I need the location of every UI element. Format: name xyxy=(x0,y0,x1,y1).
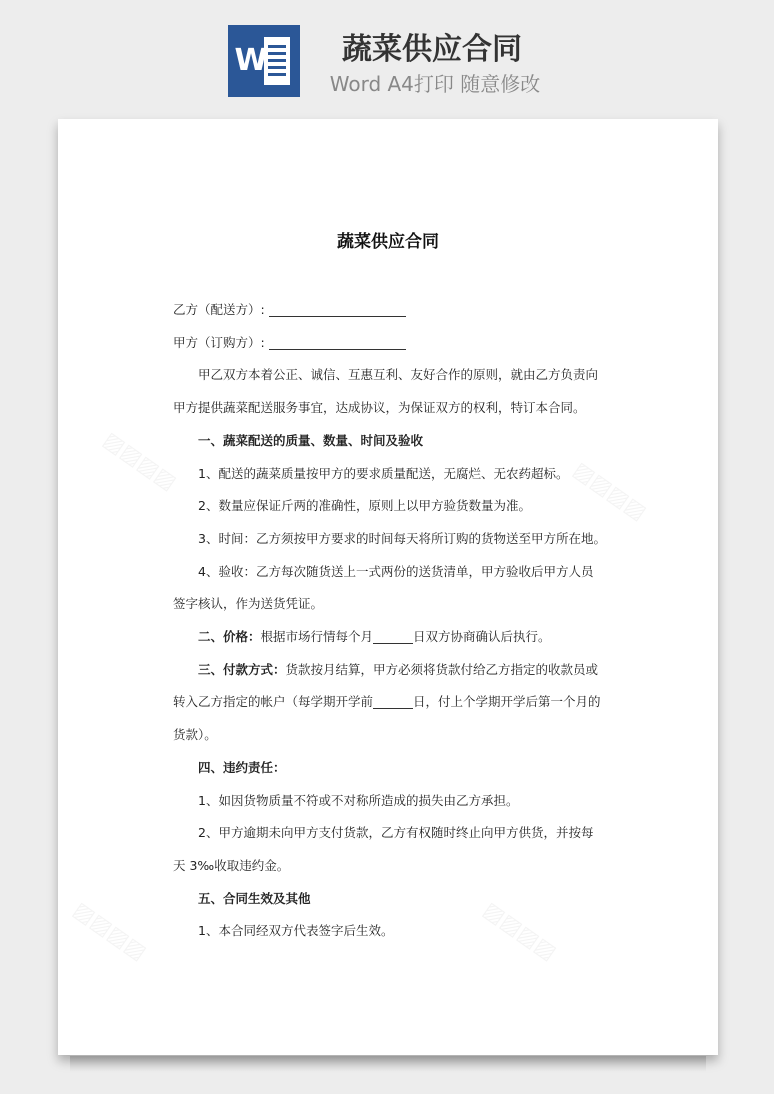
page-title: 蔬菜供应合同 xyxy=(342,32,522,67)
party-a-blank[interactable] xyxy=(269,335,406,350)
section4-heading: 四、违约责任： xyxy=(198,759,286,775)
document-page xyxy=(58,119,718,1055)
section3-line2-a: 转入乙方指定的帐户（每学期开学前 xyxy=(173,694,374,710)
party-b-line xyxy=(173,294,603,327)
s4-item1: 1、如因货物质量不符或不对称所造成的损失由乙方承担。 xyxy=(198,792,519,808)
watermark xyxy=(98,427,180,495)
watermark xyxy=(68,897,150,965)
word-icon-letter: W xyxy=(234,43,268,78)
section2-day-blank[interactable] xyxy=(373,629,413,644)
s1-item1: 1、配送的蔬菜质量按甲方的要求质量配送，无腐烂、无农药超标。 xyxy=(198,465,569,481)
section2-line xyxy=(173,621,603,654)
page-shadow xyxy=(70,1056,706,1072)
s1-item4-cont: 签字核认，作为送货凭证。 xyxy=(173,596,324,612)
party-b-label: 乙方（配送方）: xyxy=(173,302,265,317)
section3-day-blank[interactable] xyxy=(373,694,413,709)
section3-line2 xyxy=(173,686,603,719)
word-document-icon xyxy=(228,25,300,97)
section2-label: 二、价格： xyxy=(198,629,261,645)
intro-line: 甲乙双方本着公正、诚信、互惠互利、友好合作的原则，就由乙方负责向 xyxy=(198,367,599,383)
section5-heading: 五、合同生效及其他 xyxy=(198,890,311,906)
section3-label: 三、付款方式： xyxy=(198,661,286,677)
s5-item1: 1、本合同经双方代表签字后生效。 xyxy=(198,923,394,939)
s4-item2-cont: 天 3‰收取违约金。 xyxy=(173,857,290,873)
party-a-label: 甲方（订购方）: xyxy=(173,334,265,350)
s1-item4: 4、验收：乙方每次随货送上一式两份的送货清单，甲方验收后甲方人员 xyxy=(198,563,594,579)
document-title: 蔬菜供应合同 xyxy=(337,232,439,252)
page-subtitle: Word A4打印 随意修改 xyxy=(329,72,541,96)
party-a-line xyxy=(173,327,603,360)
section3-line3: 货款）。 xyxy=(173,727,217,743)
section3-line2-b: 日，付上个学期开学后第一个月的 xyxy=(413,694,601,710)
s1-item3: 3、时间：乙方须按甲方要求的时间每天将所订购的货物送至甲方所在地。 xyxy=(198,530,606,546)
section2-text-a: 根据市场行情每个月 xyxy=(260,629,374,645)
s1-item2: 2、数量应保证斤两的准确性，原则上以甲方验货数量为准。 xyxy=(198,498,531,514)
section1-heading: 一、蔬菜配送的质量、数量、时间及验收 xyxy=(198,432,424,448)
section3-line xyxy=(173,654,603,687)
document-body xyxy=(173,294,606,948)
s4-item2: 2、甲方逾期未向甲方支付货款，乙方有权随时终止向甲方供货，并按每 xyxy=(198,825,594,841)
page-header xyxy=(0,0,774,112)
section3-line1: 货款按月结算，甲方必须将货款付给乙方指定的收款员或 xyxy=(285,661,599,677)
intro-line: 甲方提供蔬菜配送服务事宜，达成协议，为保证双方的权利，特订本合同。 xyxy=(173,400,586,416)
party-b-blank[interactable] xyxy=(269,302,406,317)
section2-text-b: 日双方协商确认后执行。 xyxy=(413,629,551,645)
